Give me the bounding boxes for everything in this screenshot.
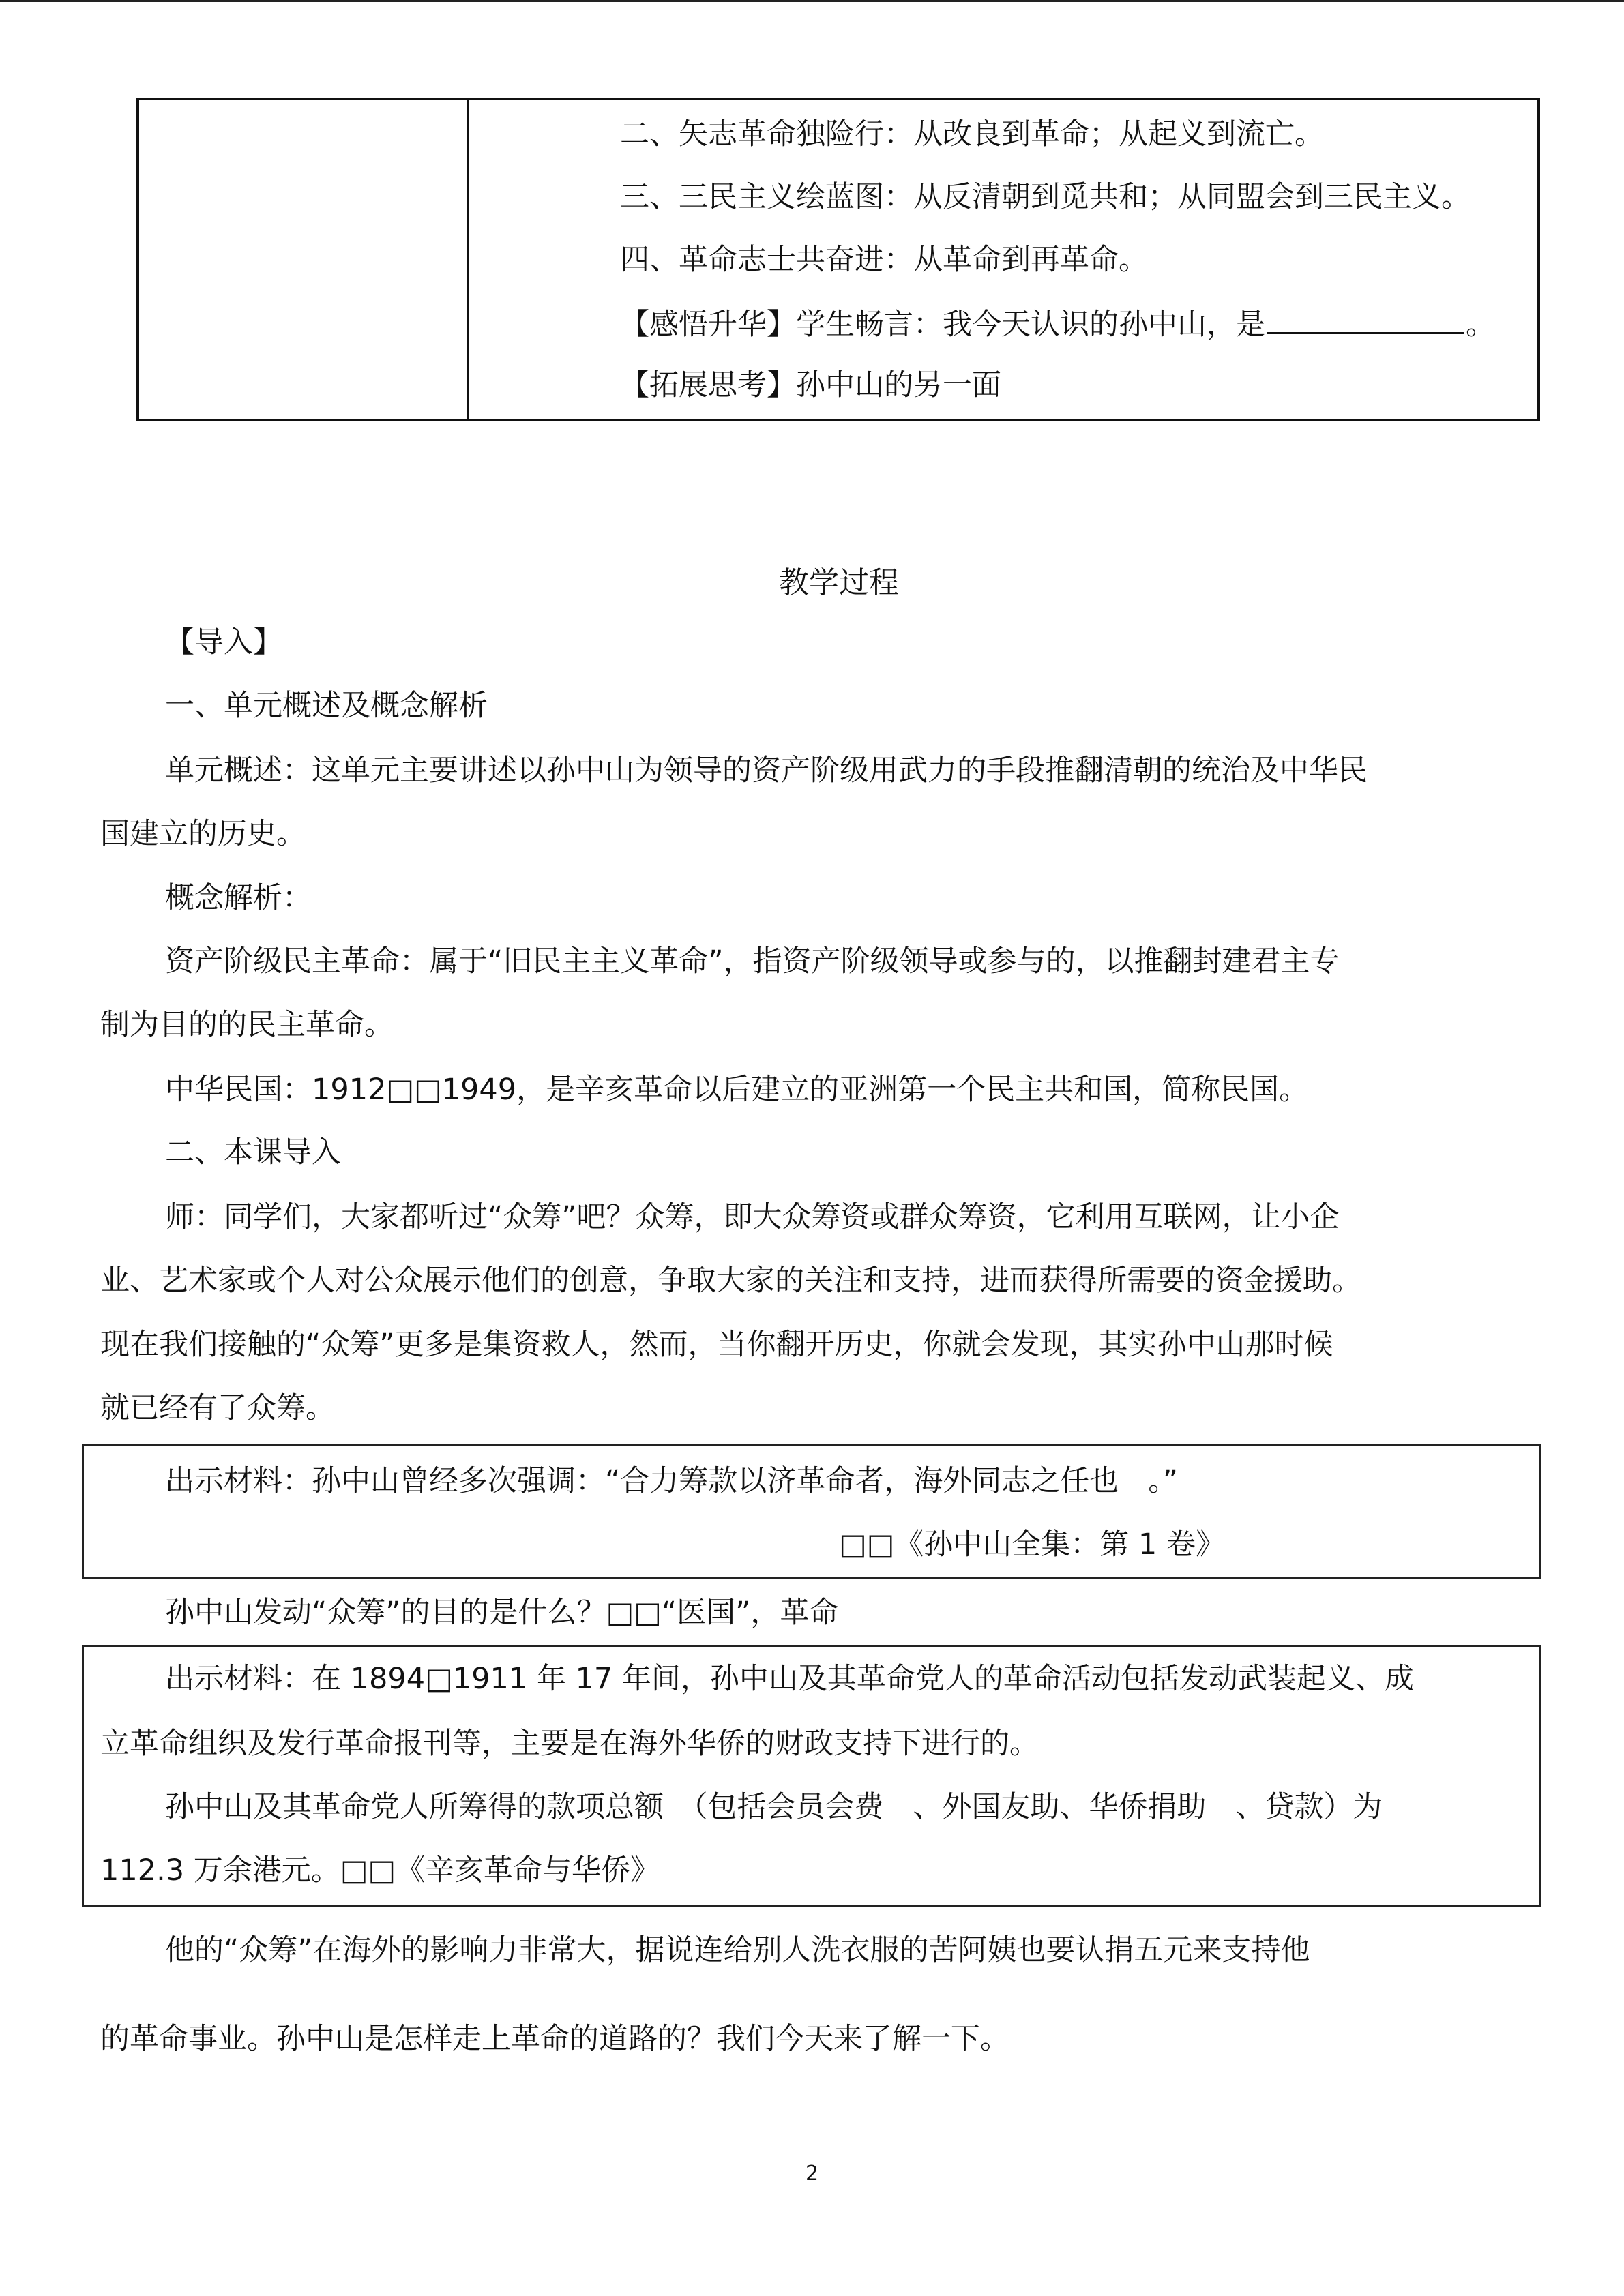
overview-line-1: 单元概述：这单元主要讲述以孙中山为领导的资产阶级用武力的手段推翻清朝的统治及中华民 — [165, 754, 1368, 788]
material-2-line-3: 孙中山及其革命党人所筹得的款项总额 （包括会员会费 、外国友助、华侨捐助 、贷款）为 — [165, 1790, 1383, 1824]
material-1-source: □□《孙中山全集：第 1 卷》 — [839, 1527, 1225, 1562]
question-line: 孙中山发动“众筹”的目的是什么？□□“医国”，革命 — [165, 1596, 839, 1630]
part2-heading: 二、本课导入 — [165, 1135, 341, 1169]
page-top-border — [0, 0, 1624, 2]
part1-heading: 一、单元概述及概念解析 — [165, 689, 488, 723]
closing-line-2: 的革命事业。孙中山是怎样走上革命的道路的？我们今天来了解一下。 — [100, 2022, 1009, 2056]
outline-item-2: 二、矢志革命独险行：从改良到革命；从起义到流亡。 — [620, 117, 1324, 151]
lesson-outline-table — [136, 98, 1540, 421]
teacher-line-2: 业、艺术家或个人对公众展示他们的创意，争取大家的关注和支持，进而获得所需要的资金援助。 — [100, 1264, 1361, 1298]
answer-blank — [1267, 302, 1464, 334]
sentiment-prompt — [620, 302, 1495, 345]
material-2-line-2: 立革命组织及发行革命报刊等，主要是在海外华侨的财政支持下进行的。 — [100, 1727, 1039, 1761]
extension-thinking: 【拓展思考】孙中山的另一面 — [620, 368, 1001, 402]
teacher-line-1: 师：同学们，大家都听过“众筹”吧？众筹，即大众筹资或群众筹资，它利用互联网，让小企 — [165, 1200, 1340, 1234]
outline-item-4: 四、革命志士共奋进：从革命到再革命。 — [620, 243, 1148, 277]
overview-line-2: 国建立的历史。 — [100, 817, 306, 851]
material-2-line-4: 112.3 万余港元。□□《辛亥革命与华侨》 — [100, 1853, 660, 1888]
teacher-line-4: 就已经有了众筹。 — [100, 1391, 335, 1425]
teacher-line-3: 现在我们接触的“众筹”更多是集资救人，然而，当你翻开历史，你就会发现，其实孙中山那时候 — [100, 1328, 1333, 1362]
outline-item-3: 三、三民主义绘蓝图：从反清朝到觅共和；从同盟会到三民主义。 — [620, 180, 1471, 214]
material-2-line-1: 出示材料：在 1894□1911 年 17 年间，孙中山及其革命党人的革命活动包括发动武装起义、成 — [165, 1662, 1414, 1696]
concept-heading: 概念解析： — [165, 881, 312, 915]
page-number: 2 — [805, 2162, 819, 2186]
sentiment-suffix: 。 — [1466, 308, 1495, 342]
section-title: 教学过程 — [779, 565, 899, 600]
closing-line-1: 他的“众筹”在海外的影响力非常大，据说连给别人洗衣服的苦阿姨也要认捐五元来支持他 — [165, 1933, 1310, 1967]
concept-roc: 中华民国：1912□□1949，是辛亥革命以后建立的亚洲第一个民主共和国，简称民国。 — [165, 1073, 1309, 1107]
table-column-divider — [467, 100, 469, 419]
intro-heading: 【导入】 — [165, 625, 282, 659]
concept-revolution-line-1: 资产阶级民主革命：属于“旧民主主义革命”，指资产阶级领导或参与的，以推翻封建君主专 — [165, 944, 1340, 979]
material-1-quote: 出示材料：孙中山曾经多次强调：“合力筹款以济革命者，海外同志之任也 。” — [165, 1464, 1179, 1498]
concept-revolution-line-2: 制为目的的民主革命。 — [100, 1008, 394, 1042]
sentiment-prefix: 【感悟升华】学生畅言：我今天认识的孙中山，是 — [620, 308, 1265, 342]
